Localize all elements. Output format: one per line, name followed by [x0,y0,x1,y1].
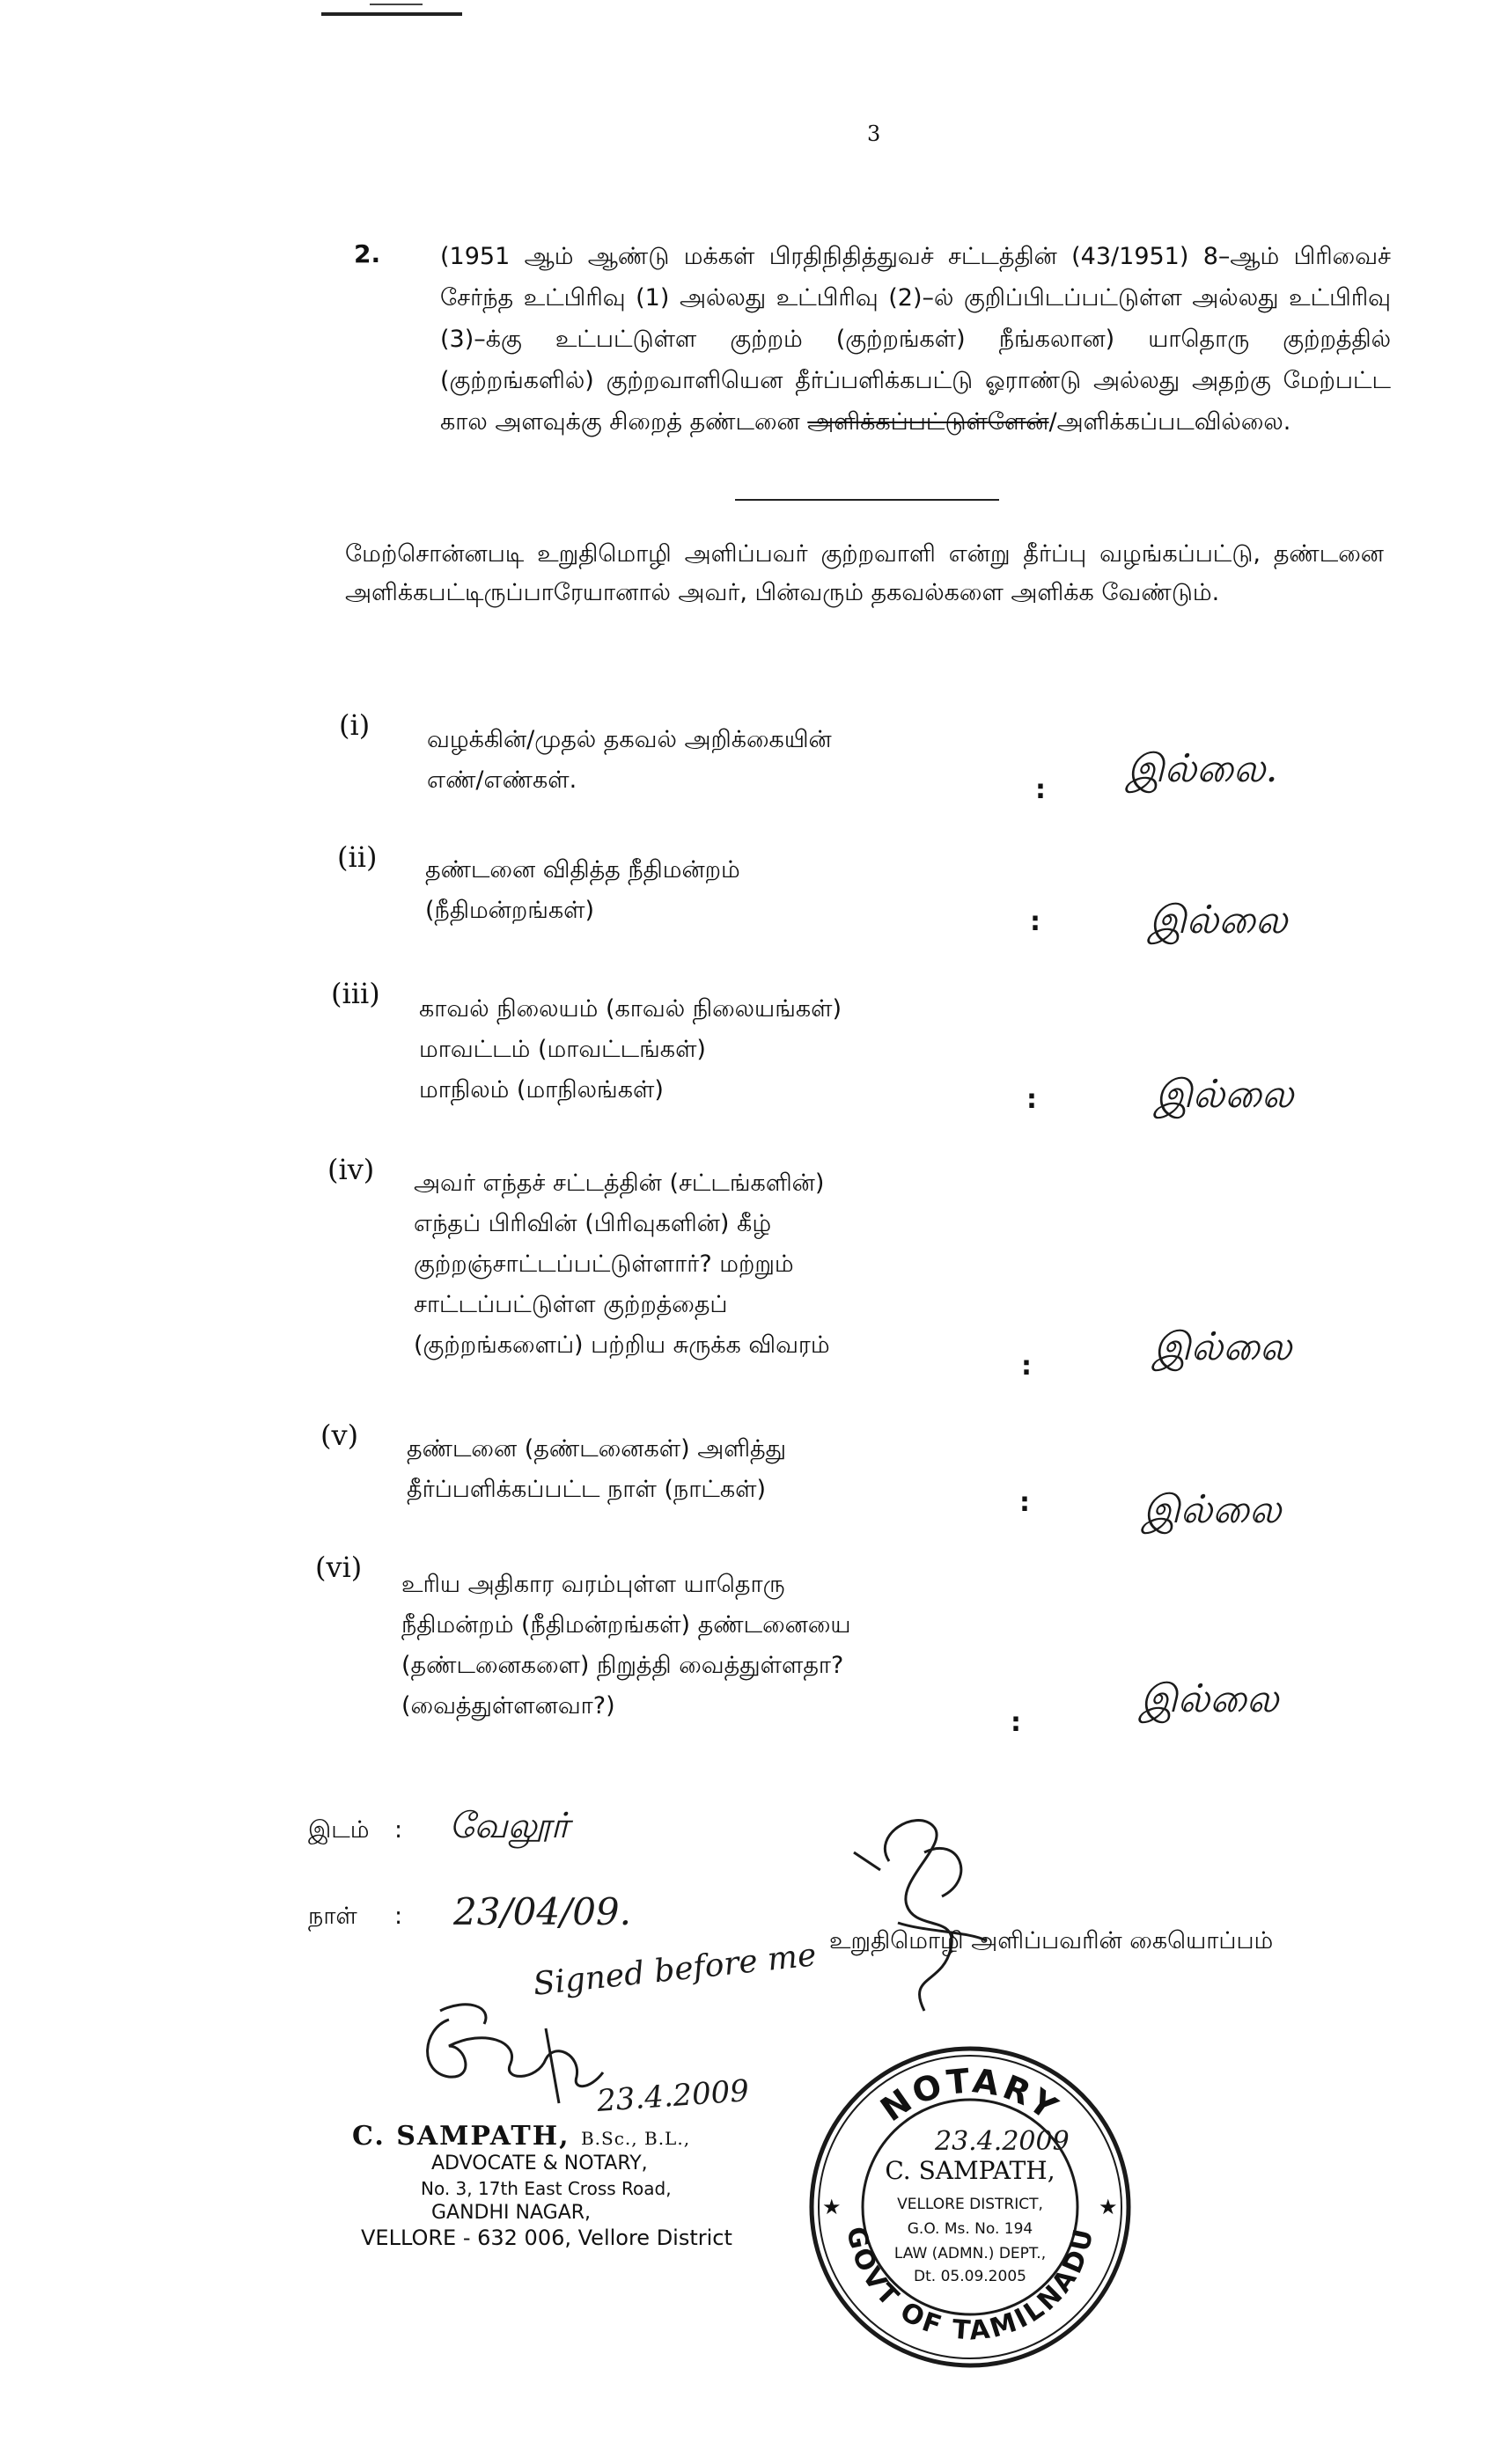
seal-line: Dt. 05.09.2005 [914,2268,1026,2285]
advocate-title: ADVOCATE & NOTARY, [431,2152,648,2174]
item-line: மாநிலம் (மாநிலங்கள்) [419,1076,664,1104]
page-number: 3 [867,121,881,146]
item-text [401,1565,851,1727]
item-text [407,1429,786,1510]
place-label: இடம் [308,1816,370,1844]
item-line: காவல் நிலையம் (காவல் நிலையங்கள்) [419,995,842,1023]
item-colon: : [1035,774,1046,805]
item-line: (நீதிமன்றங்கள்) [425,897,595,924]
notary-date: 23.4.2009 [595,2073,751,2119]
underline-mark [735,499,999,501]
scan-artifact-line [321,12,462,16]
section-text-end: /அளிக்கப்படவில்லை. [1048,408,1291,436]
section-text-main: (1951 ஆம் ஆண்டு மக்கள் பிரதிநிதித்துவச் சட்டத்தின் (43/1951) 8–ஆம் பிரிவைச் சேர்ந்த உட்பிரிவு (1) அல்லது உட்பிரிவு (2)–ல் குறிப்பிடப்பட்டுள்ள அல்லது உட்பிரிவு (3)–க்கு உட்பட்டுள்ள குற்றம் (குற்றங்கள்) நீங்கலான) யாதொரு குற்றத்தில் (குற்றங்களில்) குற்றவாளியென தீர்ப்பளிக்கபட்டு ஓராண்டு அல்லது அதற்கு மேற்பட்ட கால அளவுக்கு சிறைத் தண்டனை [440,243,1391,436]
section-number: 2. [354,239,381,268]
item-text [425,850,740,931]
item-line: சாட்டப்பட்டுள்ள குற்றத்தைப் [414,1291,728,1318]
handwritten-answer: இல்லை [1155,1072,1294,1117]
intro-paragraph: மேற்சொன்னபடி உறுதிமொழி அளிப்பவர் குற்றவாளி என்று தீர்ப்பு வழங்கப்பட்டு, தண்டனை அளிக்கபட்டிருப்பாரேயானால் அவர், பின்வரும் தகவல்களை அளிக்க வேண்டும். [345,540,1384,606]
scan-artifact-line [370,4,423,5]
star-icon: ★ [822,2195,842,2219]
item-line: எண்/எண்கள். [427,766,577,794]
item-number: (iii) [331,977,380,1010]
handwritten-answer: இல்லை [1153,1324,1292,1369]
item-line: தண்டனை (தண்டனைகள்) அளித்து [407,1435,787,1463]
item-line: (குற்றங்களைப்) பற்றிய சுருக்க விவரம் [414,1331,830,1359]
item-number: (v) [320,1419,359,1452]
item-number: (i) [339,708,371,742]
handwritten-answer: இல்லை [1149,898,1288,942]
handwritten-answer: இல்லை. [1127,746,1278,791]
advocate-name: C. SAMPATH, [352,2121,570,2152]
item-colon: : [1026,1084,1037,1115]
star-icon: ★ [1099,2195,1118,2219]
seal-handwritten-date: 23.4.2009 [935,2126,1070,2157]
advocate-address-line: No. 3, 17th East Cross Road, [421,2178,672,2199]
date-label: நாள் [308,1903,357,1930]
item-text [414,1163,830,1366]
deponent-signature [836,1800,1012,2028]
item-line: நீதிமன்றம் (நீதிமன்றங்கள்) தண்டனையை [401,1611,851,1639]
item-line: (வைத்துள்ளனவா?) [401,1692,615,1720]
item-line: குற்றஞ்சாட்டப்பட்டுள்ளார்? மற்றும் [414,1250,794,1278]
item-text [419,989,842,1111]
item-number: (iv) [327,1153,375,1186]
place-value: வேலூர் [449,1806,570,1846]
signed-before-me-note: Signed before me [531,1937,819,2003]
advocate-degrees: B.Sc., B.L., [580,2128,691,2149]
notary-seal [803,2040,1137,2374]
signature-label: உறுதிமொழி அளிப்பவரின் கையொப்பம் [829,1927,1274,1954]
date-value: 23/04/09. [453,1890,631,1933]
item-text [427,720,832,801]
seal-top-text: NOTARY [873,2061,1067,2130]
item-colon: : [1030,906,1040,937]
item-line: மாவட்டம் (மாவட்டங்கள்) [419,1036,706,1063]
seal-name: C. SAMPATH, [885,2156,1055,2185]
item-colon: : [1019,1487,1030,1518]
item-line: அவர் எந்தச் சட்டத்தின் (சட்டங்களின்) [414,1170,825,1197]
seal-line: LAW (ADMN.) DEPT., [893,2245,1047,2262]
item-line: தீர்ப்பளிக்கப்பட்ட நாள் (நாட்கள்) [407,1476,767,1503]
seal-bottom-text: GOVT OF TAMILNADU [840,2224,1100,2347]
handwritten-answer: இல்லை [1143,1487,1282,1532]
date-colon: : [394,1903,403,1930]
advocate-address-line: GANDHI NAGAR, [431,2202,592,2224]
handwritten-answer: இல்லை [1140,1676,1279,1721]
notary-signature [414,1993,616,2108]
item-line: தண்டனை விதித்த நீதிமன்றம் [425,856,740,884]
item-line: வழக்கின்/முதல் தகவல் அறிக்கையின் [427,726,832,753]
seal-line: G.O. Ms. No. 194 [907,2220,1033,2238]
seal-line: VELLORE DISTRICT, [897,2196,1043,2213]
section-text [440,236,1391,443]
place-colon: : [394,1816,403,1844]
advocate-address-line: VELLORE - 632 006, Vellore District [361,2226,732,2250]
item-line: உரிய அதிகார வரம்புள்ள யாதொரு [401,1571,785,1598]
item-colon: : [1011,1707,1021,1738]
item-colon: : [1021,1351,1032,1382]
item-line: (தண்டனைகளை) நிறுத்தி வைத்துள்ளதா? [401,1652,844,1679]
item-number: (vi) [315,1551,363,1584]
item-line: எந்தப் பிரிவின் (பிரிவுகளின்) கீழ் [414,1210,772,1237]
advocate-stamp [352,2121,792,2250]
struck-text: அளிக்கப்பட்டுள்ளேன் [807,408,1049,436]
item-number: (ii) [337,840,378,874]
